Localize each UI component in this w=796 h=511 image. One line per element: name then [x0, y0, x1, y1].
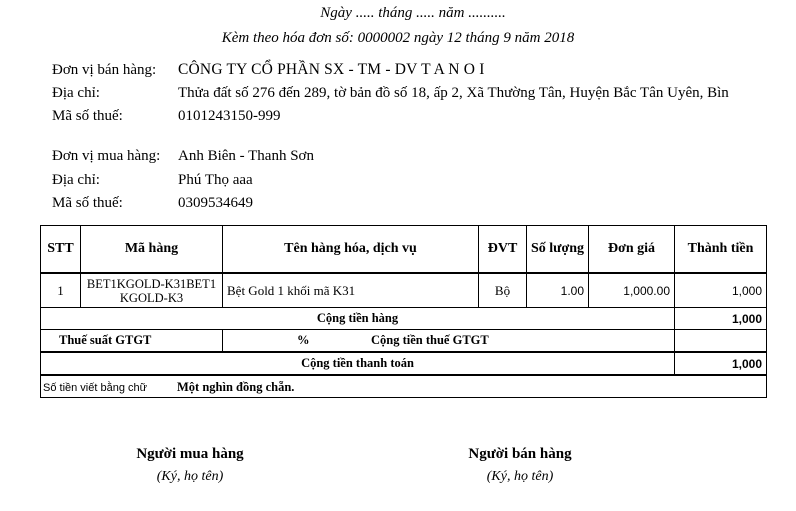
- date-line: Ngày ..... tháng ..... năm ..........: [320, 5, 506, 21]
- vat-row: [41, 330, 767, 353]
- buyer-signature-title: Người mua hàng: [136, 446, 244, 462]
- seller-unit-label: Đơn vị bán hàng:: [52, 62, 157, 78]
- vat-middle-cell: [223, 330, 675, 353]
- seller-address-label: Địa chỉ:: [52, 85, 100, 101]
- header-unit: ĐVT: [479, 226, 527, 274]
- subtotal-label: Cộng tiền hàng: [41, 308, 675, 330]
- amount-in-words-label: Số tiền viết bằng chữ: [43, 381, 147, 394]
- seller-signature-title: Người bán hàng: [468, 446, 572, 462]
- buyer-tax-value: 0309534649: [178, 195, 253, 211]
- header-stt: STT: [41, 226, 81, 274]
- table-header-row: [41, 226, 767, 274]
- header-amount: Thành tiền: [675, 226, 767, 274]
- buyer-tax-label: Mã số thuế:: [52, 195, 123, 211]
- amount-in-words-cell: [41, 375, 767, 398]
- total-label: Cộng tiền thanh toán: [41, 352, 675, 375]
- table-row: [41, 273, 767, 308]
- header-qty: Số lượng: [527, 226, 589, 274]
- cell-code-text: BET1KGOLD-K31BET1KGOLD-K3: [86, 276, 217, 305]
- invoice-reference: Kèm theo hóa đơn số: 0000002 ngày 12 tháng 9 năm 2018: [221, 30, 575, 46]
- header-price: Đơn giá: [589, 226, 675, 274]
- header-name: Tên hàng hóa, dịch vụ: [223, 226, 479, 274]
- vat-amount-label: Cộng tiền thuế GTGT: [371, 333, 489, 347]
- seller-unit-value: CÔNG TY CỔ PHẦN SX - TM - DV T A N O I: [178, 61, 485, 78]
- invoice-items-table: [40, 225, 767, 398]
- header-code: Mã hàng: [81, 226, 223, 274]
- vat-amount-value: [675, 330, 767, 353]
- buyer-address-value: Phú Thọ aaa: [178, 172, 253, 188]
- buyer-unit-value: Anh Biên - Thanh Sơn: [178, 148, 314, 164]
- amount-in-words-value: Một nghìn đồng chẵn.: [177, 379, 295, 394]
- buyer-unit-label: Đơn vị mua hàng:: [52, 148, 161, 164]
- cell-stt: 1: [41, 273, 81, 308]
- amount-in-words-row: [41, 375, 767, 398]
- subtotal-value: 1,000: [675, 308, 767, 330]
- seller-tax-value: 0101243150-999: [178, 108, 281, 124]
- cell-qty: 1.00: [527, 273, 589, 308]
- buyer-signature-note: (Ký, họ tên): [156, 469, 224, 484]
- cell-name: Bệt Gold 1 khối mã K31: [223, 273, 479, 308]
- total-value: 1,000: [675, 352, 767, 375]
- subtotal-row: [41, 308, 767, 330]
- seller-signature-note: (Ký, họ tên): [486, 469, 554, 484]
- cell-unit: Bộ: [479, 273, 527, 308]
- total-row: [41, 352, 767, 375]
- buyer-address-label: Địa chỉ:: [52, 172, 100, 188]
- seller-address-value: Thửa đất số 276 đến 289, tờ bản đồ số 18, ấp 2, Xã Thường Tân, Huyện Bắc Tân Uyên, Bìn: [178, 85, 729, 101]
- vat-rate-label: Thuế suất GTGT: [41, 330, 223, 353]
- cell-code: [81, 273, 223, 308]
- cell-amount: 1,000: [675, 273, 767, 308]
- cell-price: 1,000.00: [589, 273, 675, 308]
- seller-tax-label: Mã số thuế:: [52, 108, 123, 124]
- vat-rate-value: %: [297, 333, 310, 347]
